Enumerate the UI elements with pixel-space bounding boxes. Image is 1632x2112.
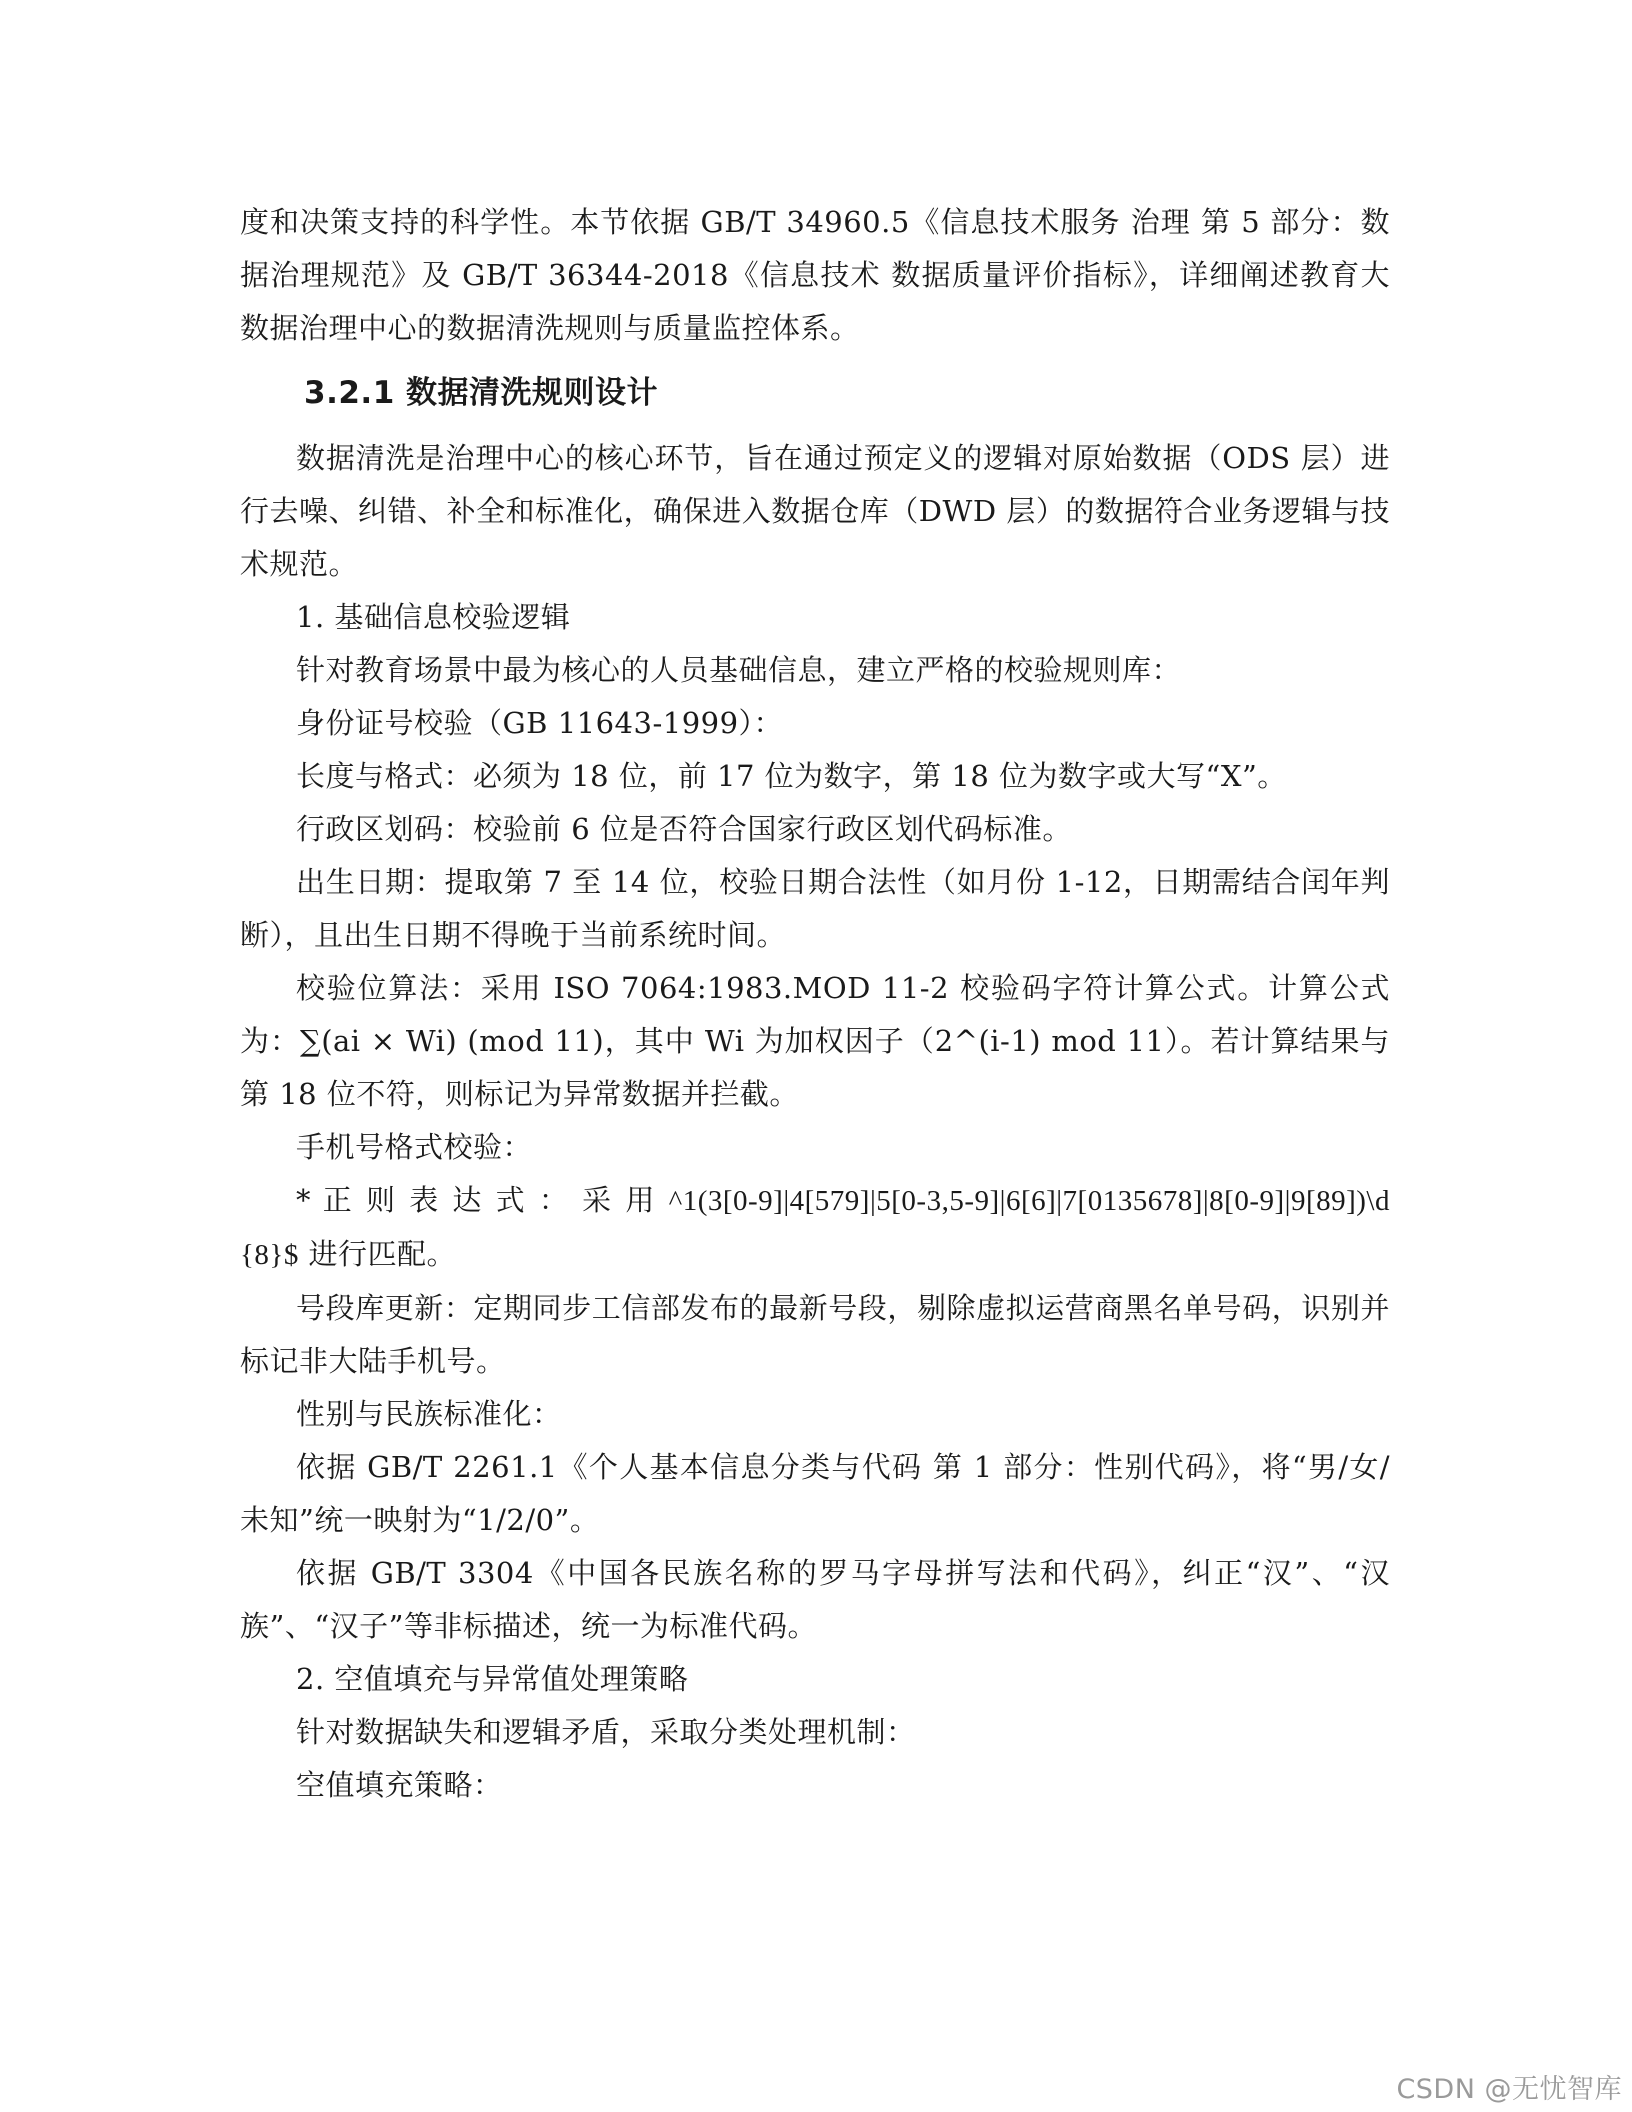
phone-title: 手机号格式校验： — [296, 1130, 533, 1164]
id-check-title: 身份证号校验（GB 11643-1999）： — [296, 706, 784, 740]
section-intro-paragraph: 数据清洗是治理中心的核心环节，旨在通过预定义的逻辑对原始数据（ODS 层）进行去噪、纠错、补全和标准化，确保进入数据仓库（DWD 层）的数据符合业务逻辑与技术规范。 — [240, 441, 1390, 581]
intro-paragraph: 度和决策支持的科学性。本节依据 GB/T 34960.5《信息技术服务 治理 第 5 部分：数据治理规范》及 GB/T 36344-2018《信息技术 数据质量评价指标》，详细阐述教育大数据治理中心的数据清洗规则与质量监控体系。 — [240, 205, 1390, 345]
item1-intro: 针对教育场景中最为核心的人员基础信息，建立严格的校验规则库： — [296, 653, 1182, 687]
ethnic-rule: 依据 GB/T 3304《中国各民族名称的罗马字母拼写法和代码》，纠正“汉”、“汉族”、“汉子”等非标描述，统一为标准代码。 — [240, 1556, 1390, 1643]
id-checksum-rule: 校验位算法：采用 ISO 7064:1983.MOD 11-2 校验码字符计算公式。计算公式为：∑(ai × Wi) (mod 11)，其中 Wi 为加权因子（2^(i-1) mod 11）。若计算结果与第 18 位不符，则标记为异常数据并拦截。 — [240, 971, 1390, 1111]
id-length-rule: 长度与格式：必须为 18 位，前 17 位为数字，第 18 位为数字或大写“X”。 — [296, 759, 1287, 793]
gender-rule: 依据 GB/T 2261.1《个人基本信息分类与代码 第 1 部分：性别代码》，将“男/女/未知”统一映射为“1/2/0”。 — [240, 1450, 1390, 1537]
item1-title: 1. 基础信息校验逻辑 — [296, 600, 571, 634]
item2-intro: 针对数据缺失和逻辑矛盾，采取分类处理机制： — [296, 1715, 916, 1749]
id-birth-rule: 出生日期：提取第 7 至 14 位，校验日期合法性（如月份 1-12，日期需结合闰年判断），且出生日期不得晚于当前系统时间。 — [240, 865, 1390, 952]
phone-regex-suffix: 进行匹配。 — [298, 1237, 457, 1271]
phone-regex-paragraph — [240, 1174, 1390, 1282]
item2-title: 2. 空值填充与异常值处理策略 — [296, 1662, 689, 1696]
id-region-rule: 行政区划码：校验前 6 位是否符合国家行政区划代码标准。 — [296, 812, 1072, 846]
document-body — [240, 196, 1390, 1812]
section-heading: 3.2.1 数据清洗规则设计 — [304, 375, 659, 411]
gender-title: 性别与民族标准化： — [296, 1397, 562, 1431]
watermark: CSDN @无忧智库 — [1396, 2074, 1622, 2105]
phone-regex-prefix: * 正 则 表 达 式 ： 采 用 — [296, 1183, 669, 1217]
phone-update-rule: 号段库更新：定期同步工信部发布的最新号段，剔除虚拟运营商黑名单号码，识别并标记非大陆手机号。 — [240, 1291, 1390, 1378]
null-fill-title: 空值填充策略： — [296, 1768, 503, 1802]
phone-regex: ^1(3[0-9]|4[579]|5[0-3,5-9]|6[6]|7[0135678]|8[0-9]|9[89])\d{8}$ — [240, 1185, 1390, 1271]
